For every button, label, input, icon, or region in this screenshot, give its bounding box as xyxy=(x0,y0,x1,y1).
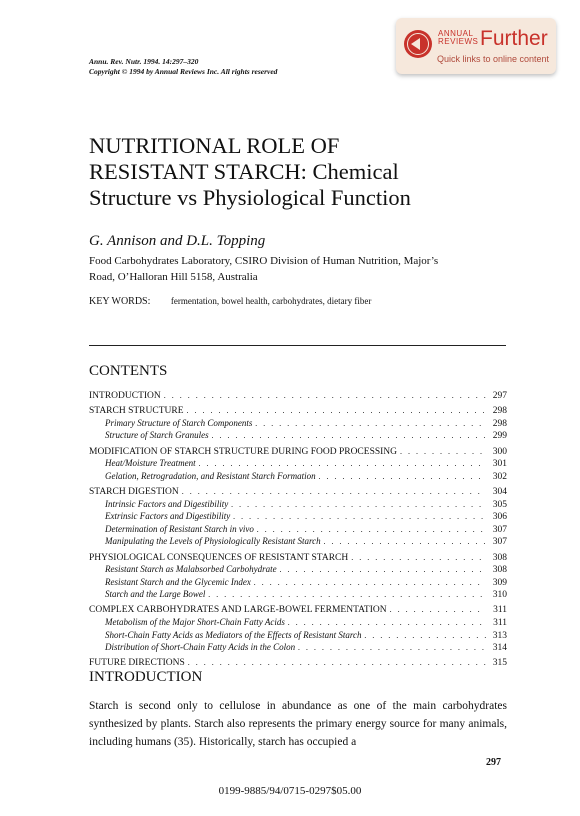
divider xyxy=(89,345,506,346)
toc-section[interactable] xyxy=(89,390,507,403)
keywords-label: KEY WORDS: xyxy=(89,296,151,307)
toc-title: INTRODUCTION xyxy=(89,391,161,401)
toc-title: Short-Chain Fatty Acids as Mediators of the Effects of Resistant Starch xyxy=(105,629,362,640)
toc-leader-dots xyxy=(390,604,486,616)
introduction-text: Starch is second only to cellulose in abundance as one of the main carbohydrates synthesized by plants. Starch also represents the primary energy source for many animals, including humans (35). Historically, starch has occupied a xyxy=(89,700,507,749)
toc-leader-dots xyxy=(188,657,486,669)
toc-title: STARCH DIGESTION xyxy=(89,486,179,497)
toc-page-number: 311 xyxy=(493,618,507,629)
toc-page-number: 310 xyxy=(492,590,507,601)
toc-leader-dots xyxy=(400,446,486,458)
toc-leader-dots xyxy=(164,390,486,402)
toc-page-number: 305 xyxy=(492,499,507,510)
toc-leader-dots xyxy=(182,486,486,498)
keywords xyxy=(89,296,371,307)
toc-page-number: 311 xyxy=(493,605,507,616)
toc-page-number: 306 xyxy=(492,512,507,523)
toc-section[interactable] xyxy=(89,604,507,617)
toc-subsection[interactable] xyxy=(89,564,507,577)
table-of-contents xyxy=(89,390,507,670)
toc-title: Starch and the Large Bowel xyxy=(105,589,206,600)
toc-page-number: 315 xyxy=(492,658,507,669)
toc-title: Distribution of Short-Chain Fatty Acids in the Colon xyxy=(105,642,296,653)
toc-leader-dots xyxy=(351,552,486,564)
toc-page-number: 307 xyxy=(492,524,507,535)
toc-leader-dots xyxy=(319,471,486,483)
toc-title: COMPLEX CARBOHYDRATES AND LARGE-BOWEL FERMENTATION xyxy=(89,605,387,616)
toc-leader-dots xyxy=(324,536,486,548)
toc-title: Intrinsic Factors and Digestibility xyxy=(105,498,229,509)
keywords-values: fermentation, bowel health, carbohydrates, dietary fiber xyxy=(170,296,372,306)
toc-subsection[interactable] xyxy=(89,642,507,655)
contents-heading: CONTENTS xyxy=(89,363,168,379)
toc-title: Extrinsic Factors and Digestibility xyxy=(105,511,231,522)
toc-title: Primary Structure of Starch Components xyxy=(105,417,253,428)
affiliation: Food Carbohydrates Laboratory, CSIRO Division of Human Nutrition, Major’s Road, O’Halloran Hill 5158, Australia xyxy=(89,255,439,283)
toc-subsection[interactable] xyxy=(89,430,507,443)
further-badge[interactable] xyxy=(396,18,556,74)
paper-title: NUTRITIONAL ROLE OF RESISTANT STARCH: Chemical Structure vs Physiological Function xyxy=(89,133,411,210)
toc-leader-dots xyxy=(208,589,486,601)
introduction-heading: INTRODUCTION xyxy=(89,669,203,685)
toc-title: Heat/Moisture Treatment xyxy=(105,458,196,469)
toc-page-number: 298 xyxy=(492,406,507,417)
toc-leader-dots xyxy=(298,642,486,654)
toc-page-number: 308 xyxy=(492,552,507,563)
toc-leader-dots xyxy=(257,524,486,536)
toc-page-number: 304 xyxy=(492,486,507,497)
toc-page-number: 299 xyxy=(492,431,507,442)
toc-subsection[interactable] xyxy=(89,536,507,549)
citation xyxy=(89,57,277,77)
toc-section[interactable] xyxy=(89,405,507,418)
toc-subsection[interactable] xyxy=(89,617,507,630)
toc-page-number: 297 xyxy=(492,391,507,401)
toc-leader-dots xyxy=(254,577,486,589)
toc-page-number: 300 xyxy=(492,446,507,457)
toc-page-number: 313 xyxy=(492,630,507,641)
toc-page-number: 309 xyxy=(492,577,507,588)
toc-title: Structure of Starch Granules xyxy=(105,430,209,441)
toc-title: PHYSIOLOGICAL CONSEQUENCES OF RESISTANT STARCH xyxy=(89,552,349,563)
toc-subsection[interactable] xyxy=(89,458,507,471)
toc-page-number: 314 xyxy=(492,643,507,654)
toc-leader-dots xyxy=(233,511,486,523)
toc-title: Resistant Starch as Malabsorbed Carbohydrate xyxy=(105,564,277,575)
toc-subsection[interactable] xyxy=(89,471,507,484)
toc-page-number: 301 xyxy=(492,459,507,470)
further-label: Further xyxy=(480,27,548,50)
toc-title: Gelation, Retrogradation, and Resistant Starch Formation xyxy=(105,470,316,481)
toc-section[interactable] xyxy=(89,446,507,459)
toc-title: Determination of Resistant Starch in vivo xyxy=(105,523,254,534)
toc-subsection[interactable] xyxy=(89,577,507,590)
toc-title: Resistant Starch and the Glycemic Index xyxy=(105,576,251,587)
toc-page-number: 298 xyxy=(492,418,507,429)
toc-subsection[interactable] xyxy=(89,499,507,512)
toc-leader-dots xyxy=(187,405,486,417)
toc-subsection[interactable] xyxy=(89,524,507,537)
toc-title: Metabolism of the Major Short-Chain Fatty Acids xyxy=(105,617,285,628)
arrow-icon xyxy=(404,30,432,58)
toc-leader-dots xyxy=(212,430,486,442)
toc-leader-dots xyxy=(231,499,486,511)
toc-subsection[interactable] xyxy=(89,630,507,643)
issn-line: 0199-9885/94/0715-0297$05.00 xyxy=(218,785,362,797)
toc-subsection[interactable] xyxy=(89,589,507,602)
authors: G. Annison and D.L. Topping xyxy=(89,233,266,249)
citation-line: Annu. Rev. Nutr. 1994. 14:297–320 xyxy=(89,57,199,66)
toc-leader-dots xyxy=(280,564,486,576)
toc-page-number: 302 xyxy=(492,471,507,482)
toc-leader-dots xyxy=(364,630,486,642)
toc-page-number: 308 xyxy=(492,565,507,576)
toc-title: MODIFICATION OF STARCH STRUCTURE DURING FOOD PROCESSING xyxy=(89,446,398,457)
toc-leader-dots xyxy=(255,418,486,430)
toc-section[interactable] xyxy=(89,552,507,565)
toc-leader-dots xyxy=(199,458,486,470)
toc-section[interactable] xyxy=(89,486,507,499)
annual-reviews-label: ANNUAL REVIEWS xyxy=(438,29,479,46)
copyright-line: Copyright © 1994 by Annual Reviews Inc. All rights reserved xyxy=(89,67,278,76)
toc-title: STARCH STRUCTURE xyxy=(89,406,184,417)
toc-subsection[interactable] xyxy=(89,511,507,524)
quick-links-label: Quick links to online content xyxy=(437,54,550,64)
page-number: 297 xyxy=(486,757,501,768)
toc-leader-dots xyxy=(288,617,486,629)
toc-title: Manipulating the Levels of Physiologically Resistant Starch xyxy=(105,536,321,547)
toc-subsection[interactable] xyxy=(89,418,507,431)
toc-title: FUTURE DIRECTIONS xyxy=(89,658,185,669)
toc-page-number: 307 xyxy=(492,537,507,548)
